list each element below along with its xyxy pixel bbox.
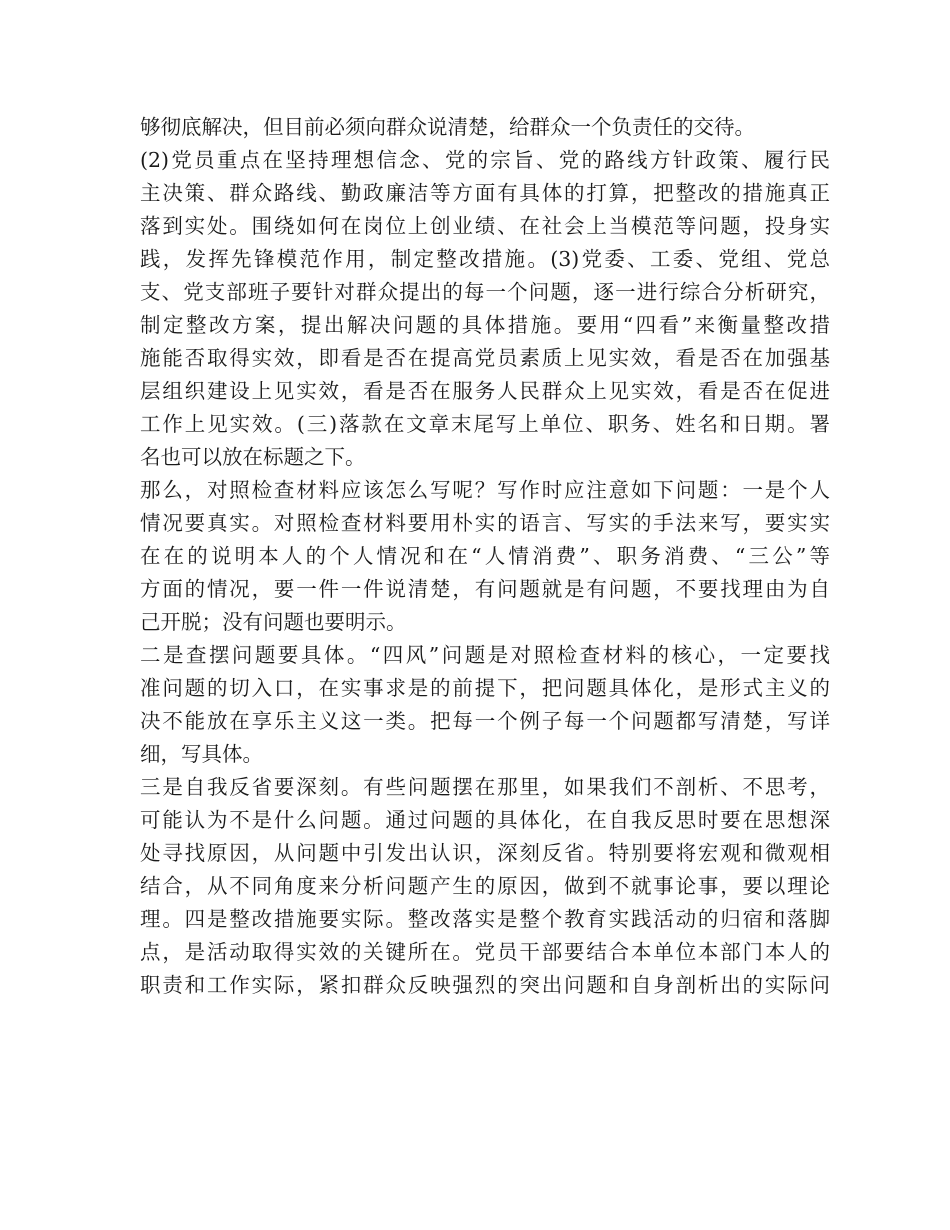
- text-line: 够彻底解决，但目前必须向群众说清楚，给群众一个负责任的交待。: [140, 115, 755, 139]
- text-line: 可能认为不是什么问题。通过问题的具体化，在自我反思时要在思想深: [140, 808, 830, 832]
- text-line: 那么，对照检查材料应该怎么写呢？写作时应注意如下问题：一是个人: [140, 478, 830, 502]
- text-line: 情况要真实。对照检查材料要用朴实的语言、写实的手法来写，要实实: [140, 511, 830, 535]
- text-line: 名也可以放在标题之下。: [140, 445, 366, 469]
- text-line: 落到实处。围绕如何在岗位上创业绩、在社会上当模范等问题，投身实: [140, 214, 830, 238]
- text-line: 在在的说明本人的个人情况和在“人情消费”、职务消费、“三公”等: [140, 544, 830, 568]
- text-line: 结合，从不同角度来分析问题产生的原因，做到不就事论事，要以理论: [140, 874, 830, 898]
- text-line: 点，是活动取得实效的关键所在。党员干部要结合本单位本部门本人的: [140, 940, 830, 964]
- text-line: 职责和工作实际，紧扣群众反映强烈的突出问题和自身剖析出的实际问: [140, 973, 830, 997]
- text-line: 细，写具体。: [140, 742, 263, 766]
- text-line: 己开脱；没有问题也要明示。: [140, 610, 407, 634]
- text-line: 制定整改方案，提出解决问题的具体措施。要用“四看”来衡量整改措: [140, 313, 830, 337]
- text-line: 决不能放在享乐主义这一类。把每一个例子每一个问题都写清楚，写详: [140, 709, 830, 733]
- text-line: 处寻找原因，从问题中引发出认识，深刻反省。特别要将宏观和微观相: [140, 841, 830, 865]
- text-line: 工作上见实效。(三)落款在文章末尾写上单位、职务、姓名和日期。署: [140, 412, 830, 436]
- text-line: (2)党员重点在坚持理想信念、党的宗旨、党的路线方针政策、履行民: [140, 148, 830, 172]
- text-line: 准问题的切入口，在实事求是的前提下，把问题具体化，是形式主义的: [140, 676, 830, 700]
- text-line: 理。四是整改措施要实际。整改落实是整个教育实践活动的归宿和落脚: [140, 907, 830, 931]
- text-line: 支、党支部班子要针对群众提出的每一个问题，逐一进行综合分析研究，: [140, 280, 830, 304]
- text-line: 践，发挥先锋模范作用，制定整改措施。(3)党委、工委、党组、党总: [140, 247, 830, 271]
- text-line: 施能否取得实效，即看是否在提高党员素质上见实效，看是否在加强基: [140, 346, 830, 370]
- text-line: 层组织建设上见实效，看是否在服务人民群众上见实效，看是否在促进: [140, 379, 830, 403]
- text-line: 方面的情况，要一件一件说清楚，有问题就是有问题，不要找理由为自: [140, 577, 830, 601]
- text-line: 二是查摆问题要具体。“四风”问题是对照检查材料的核心，一定要找: [140, 643, 830, 667]
- text-line: 主决策、群众路线、勤政廉洁等方面有具体的打算，把整改的措施真正: [140, 181, 830, 205]
- document-body: [140, 111, 830, 1002]
- text-line: 三是自我反省要深刻。有些问题摆在那里，如果我们不剖析、不思考，: [140, 775, 830, 799]
